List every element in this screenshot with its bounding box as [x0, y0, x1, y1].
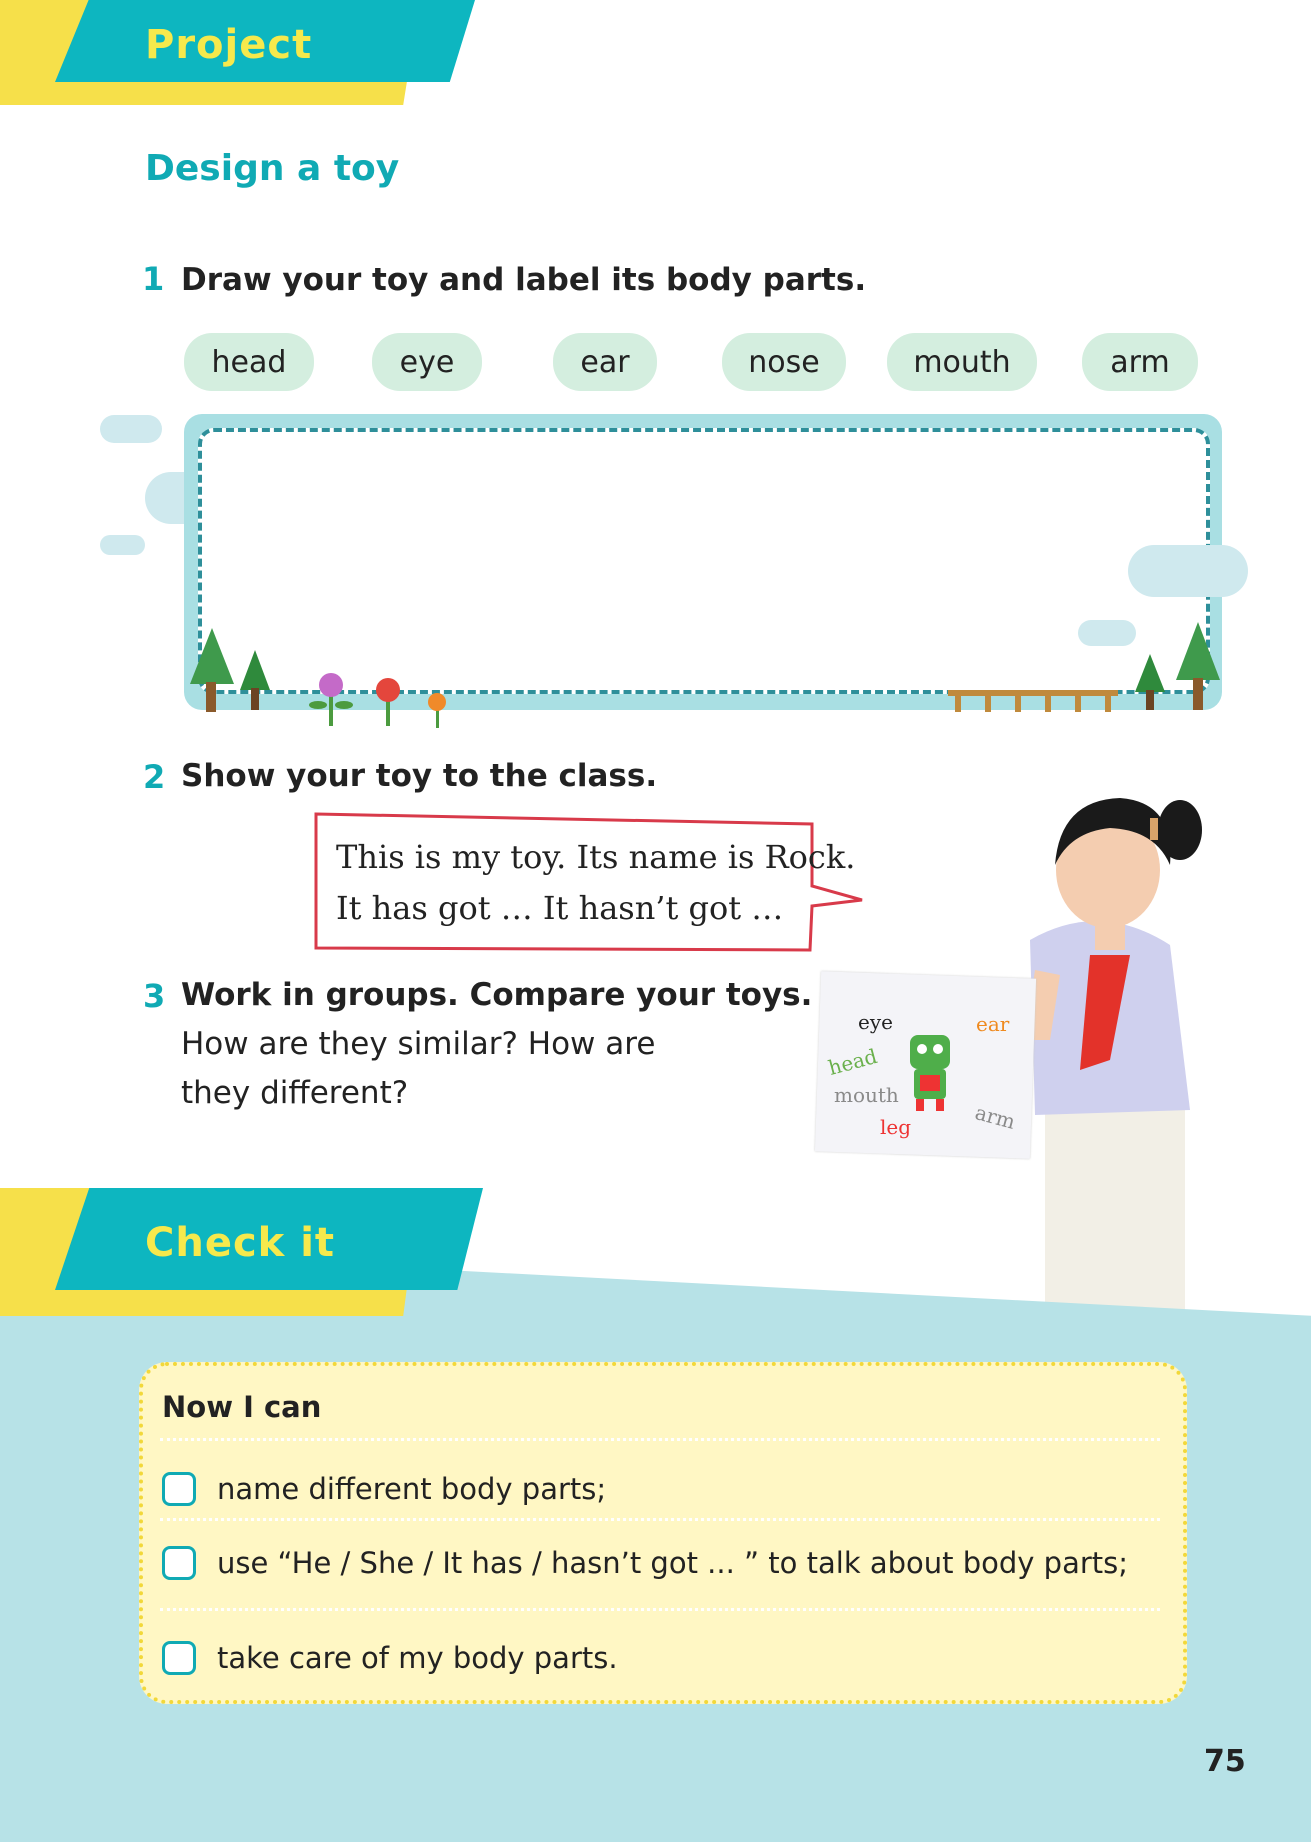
fence-icon	[948, 690, 1118, 712]
word-pill-arm: arm	[1082, 333, 1198, 391]
drawing-label-head: head	[825, 1044, 880, 1080]
step-3-line-3: they different?	[181, 1075, 409, 1111]
project-title: Project	[145, 22, 313, 68]
drawing-label-ear: ear	[976, 1012, 1010, 1036]
checkbox-2[interactable]	[162, 1546, 196, 1580]
divider	[160, 1608, 1160, 1611]
tree-icon	[1135, 654, 1165, 710]
divider	[160, 1518, 1160, 1521]
tree-icon	[190, 628, 234, 712]
step-2-text: Show your toy to the class.	[181, 758, 658, 794]
divider	[160, 1438, 1160, 1441]
step-3-number: 3	[143, 977, 166, 1015]
robot-icon	[900, 1035, 960, 1115]
step-1-number: 1	[142, 260, 165, 298]
check-heading: Now I can	[162, 1390, 322, 1424]
word-pill-mouth: mouth	[887, 333, 1037, 391]
tree-icon	[1176, 622, 1220, 710]
drawing-label-eye: eye	[858, 1010, 893, 1034]
checkbox-3[interactable]	[162, 1641, 196, 1675]
speech-line-1: This is my toy. Its name is Rock.	[336, 838, 856, 876]
section-subtitle: Design a toy	[145, 148, 400, 189]
speech-line-2: It has got … It hasn’t got …	[336, 889, 784, 927]
word-pill-nose: nose	[722, 333, 846, 391]
drawing-label-leg: leg	[880, 1115, 912, 1139]
flower-icon	[309, 673, 353, 726]
flower-icon	[376, 678, 400, 726]
check-item-3: take care of my body parts.	[217, 1641, 618, 1675]
word-pill-head: head	[184, 333, 314, 391]
step-2-number: 2	[143, 758, 166, 796]
tree-icon	[240, 650, 270, 710]
page-number: 75	[1204, 1744, 1246, 1779]
step-1-text: Draw your toy and label its body parts.	[181, 262, 867, 298]
check-item-2: use “He / She / It has / hasn’t got ... ” to talk about body parts;	[217, 1546, 1129, 1580]
word-pill-ear: ear	[553, 333, 657, 391]
step-3-line-2: How are they similar? How are	[181, 1026, 656, 1062]
flower-icon	[428, 693, 446, 728]
check-item-1: name different body parts;	[217, 1472, 607, 1506]
drawing-label-mouth: mouth	[834, 1083, 899, 1107]
check-it-title: Check it	[145, 1220, 336, 1266]
checkbox-1[interactable]	[162, 1472, 196, 1506]
frame-decorations	[0, 0, 1311, 760]
word-pill-eye: eye	[372, 333, 482, 391]
drawing-label-arm: arm	[972, 1100, 1018, 1134]
step-3-line-1: Work in groups. Compare your toys.	[181, 977, 813, 1013]
